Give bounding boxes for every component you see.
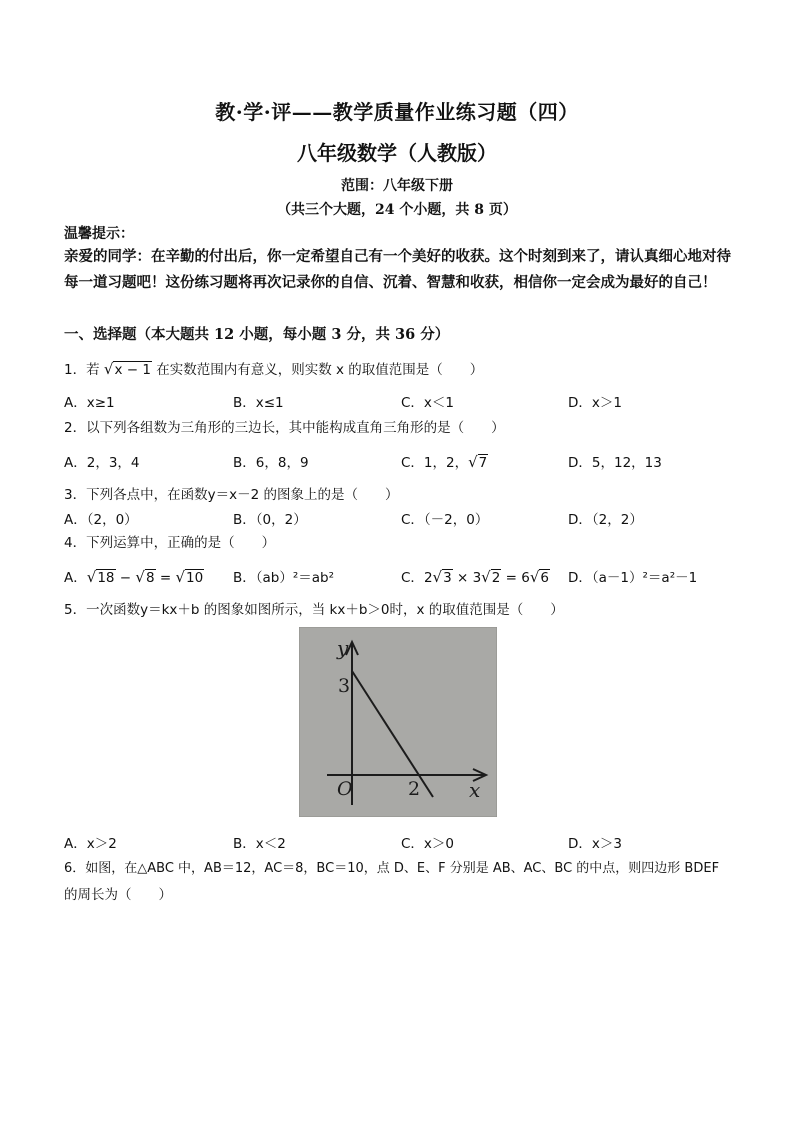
origin-label: O bbox=[337, 778, 353, 800]
q4-option-a-radical-3: √10 bbox=[175, 568, 204, 586]
q2-option-c-text: C．1，2， bbox=[401, 455, 469, 471]
q2-option-d[interactable]: D．5，12，13 bbox=[568, 455, 662, 471]
q4-option-c-label: C． bbox=[401, 570, 424, 586]
x-intercept-label: 2 bbox=[408, 778, 421, 800]
question-6-line-1: 6．如图，在△ABC 中，AB＝12，AC＝8，BC＝10，点 D、E、F 分别是 AB、AC、BC 的中点，则四边形 BDEF bbox=[64, 861, 720, 876]
q5-option-b[interactable]: B．x＜2 bbox=[233, 836, 286, 852]
y-intercept-label: 3 bbox=[338, 675, 351, 697]
q3-option-b[interactable]: B．（0，2） bbox=[233, 512, 307, 528]
q4-option-a-equals: = bbox=[155, 570, 176, 586]
q4-option-c-radical-1: √3 bbox=[432, 568, 452, 586]
tips-body: 亲爱的同学：在辛勤的付出后，你一定希望自己有一个美好的收获。这个时刻到来了，请认真细心地对待每一道习题吧！这份练习题将再次记录你的自信、沉着、智慧和收获，相信你一定会成为最好的自己！ bbox=[64, 248, 731, 291]
q3-option-c[interactable]: C．（－2，0） bbox=[401, 512, 489, 528]
q4-option-a-radical-2: √8 bbox=[135, 568, 155, 586]
q4-option-a-minus: − bbox=[115, 570, 136, 586]
q5-option-a[interactable]: A．x＞2 bbox=[64, 836, 117, 852]
question-4: 4．下列运算中，正确的是（ ） bbox=[64, 535, 276, 551]
exam-subtitle: 八年级数学（人教版） bbox=[297, 141, 497, 165]
q5-option-d[interactable]: D．x＞3 bbox=[568, 836, 622, 852]
q4-option-c-radicand-2: 2 bbox=[491, 570, 501, 586]
q3-option-d[interactable]: D．（2，2） bbox=[568, 512, 643, 528]
q4-option-c-equals: = 6 bbox=[501, 570, 530, 586]
q4-option-a-radicand-3: 10 bbox=[186, 570, 204, 586]
x-axis-label: x bbox=[469, 778, 481, 802]
q3-option-a[interactable]: A．（2，0） bbox=[64, 512, 138, 528]
q4-option-c-radicand-3: 6 bbox=[540, 570, 549, 586]
q4-option-c-radical-3: √6 bbox=[529, 568, 549, 586]
q5-option-c[interactable]: C．x＞0 bbox=[401, 836, 455, 852]
question-1-prefix: 1．若 bbox=[64, 362, 100, 378]
exam-count: （共三个大题，24 个小题，共 8 页） bbox=[277, 202, 517, 218]
question-6-line-2: 的周长为（ ） bbox=[64, 887, 172, 903]
q4-option-c-times: × 3 bbox=[452, 570, 482, 586]
q4-option-c-coef: 2 bbox=[423, 570, 433, 586]
q1-option-d[interactable]: D．x＞1 bbox=[568, 395, 622, 411]
q2-option-a[interactable]: A．2，3，4 bbox=[64, 455, 140, 471]
q4-option-c[interactable] bbox=[401, 566, 550, 586]
section-heading: 一、选择题（本大题共 12 小题，每小题 3 分，共 36 分） bbox=[64, 326, 450, 343]
question-2: 2．以下列各组数为三角形的三边长，其中能构成直角三角形的是（ ） bbox=[64, 420, 505, 436]
q1-option-c[interactable]: C．x＜1 bbox=[401, 395, 455, 411]
q4-option-a-radical-1: √18 bbox=[86, 568, 115, 586]
q4-option-b[interactable]: B．（ab）²＝ab² bbox=[233, 570, 335, 586]
question-1-suffix: 在实数范围内有意义，则实数 x 的取值范围是（ ） bbox=[156, 362, 484, 378]
question-5: 5．一次函数y＝kx＋b 的图象如图所示，当 kx＋b＞0时，x 的取值范围是（ ） bbox=[64, 602, 564, 618]
q1-option-b[interactable]: B．x≤1 bbox=[233, 395, 284, 411]
q4-option-a-radicand-1: 18 bbox=[97, 570, 115, 586]
question-3: 3．下列各点中，在函数y＝x－2 的图象上的是（ ） bbox=[64, 487, 399, 503]
q4-option-a-radicand-2: 8 bbox=[145, 570, 155, 586]
exam-scope: 范围：八年级下册 bbox=[341, 178, 453, 194]
graph-photo-background bbox=[299, 627, 497, 817]
q2-option-c-radicand: 7 bbox=[478, 455, 488, 471]
q4-option-c-radicand-1: 3 bbox=[443, 570, 452, 586]
q2-option-b[interactable]: B．6，8，9 bbox=[233, 455, 309, 471]
q4-option-a-label: A． bbox=[64, 570, 87, 586]
y-axis-label: y bbox=[337, 636, 349, 660]
q1-option-a[interactable]: A．x≥1 bbox=[64, 395, 115, 411]
question-1-radical: √x − 1 bbox=[103, 360, 151, 378]
tips-heading: 温馨提示： bbox=[64, 226, 134, 242]
question-1-radicand: x − 1 bbox=[114, 362, 151, 378]
q2-option-c-radical: √7 bbox=[468, 453, 488, 471]
exam-title: 教·学·评——教学质量作业练习题（四） bbox=[215, 100, 579, 124]
linear-function-graph bbox=[299, 627, 497, 817]
q4-option-c-radical-2: √2 bbox=[481, 568, 501, 586]
q2-option-c[interactable] bbox=[401, 451, 488, 471]
q4-option-d[interactable]: D．（a－1）²＝a²－1 bbox=[568, 570, 698, 586]
q4-option-a[interactable] bbox=[64, 566, 204, 586]
question-1 bbox=[64, 358, 483, 378]
